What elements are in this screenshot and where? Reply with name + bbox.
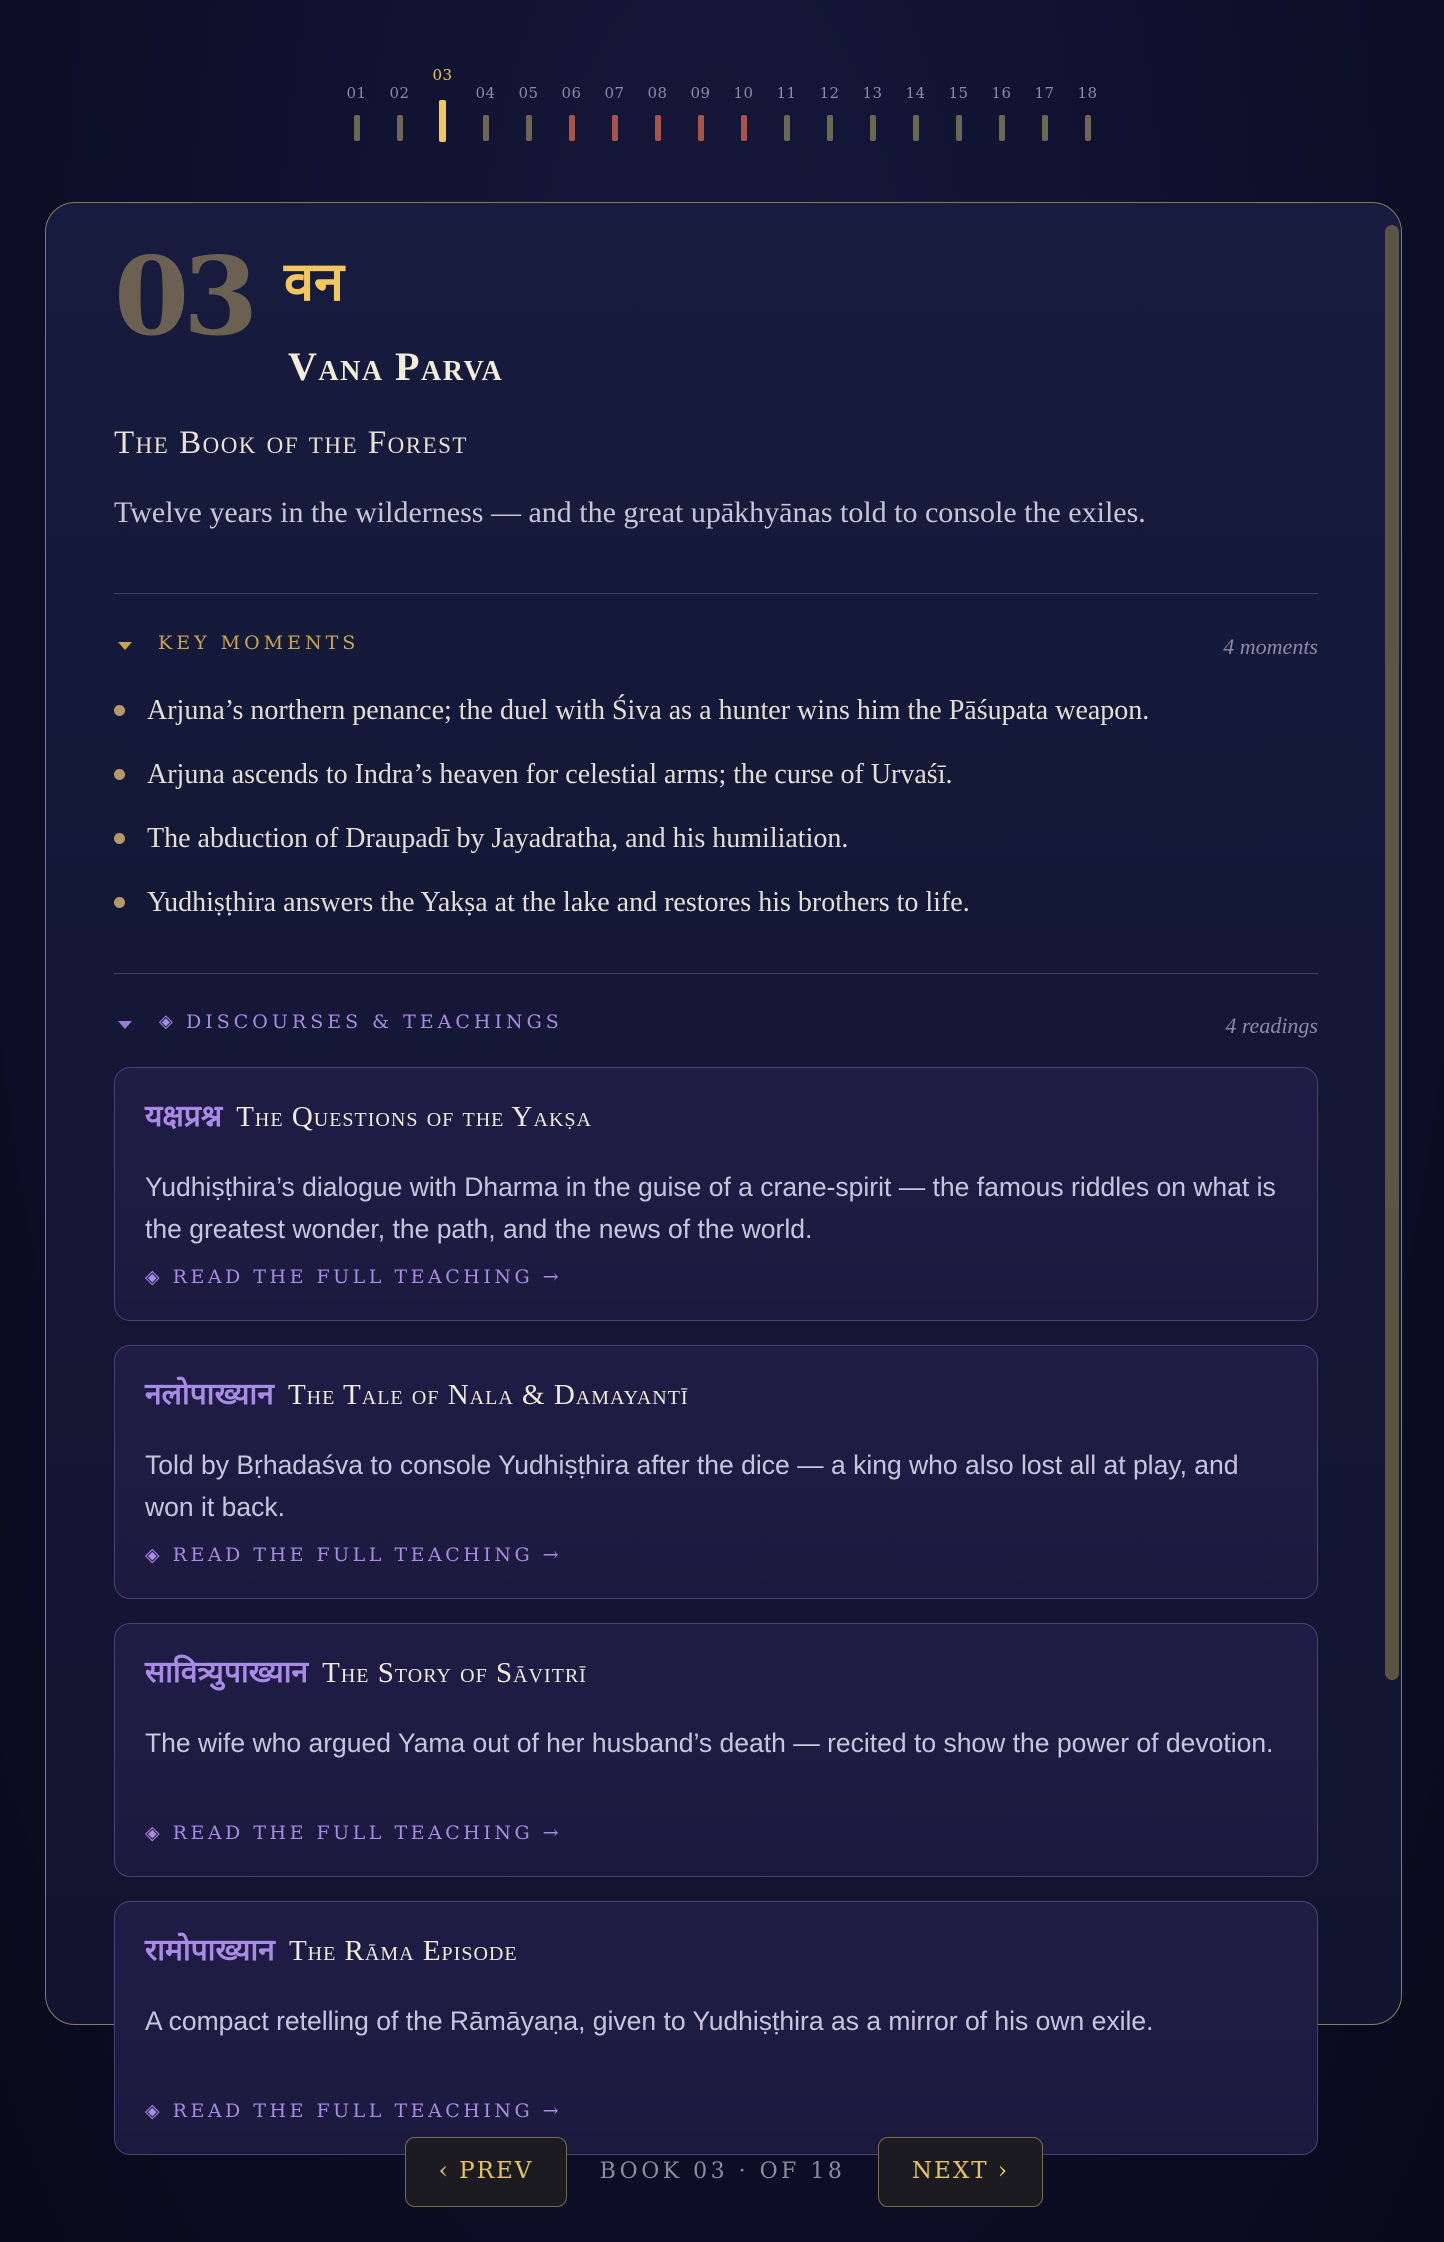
chevron-down-icon[interactable] xyxy=(118,1021,132,1029)
teaching-sanskrit: नलोपाख्यान xyxy=(145,1377,274,1412)
nav-book-tick[interactable] xyxy=(784,115,790,141)
nav-book-tick[interactable] xyxy=(526,115,532,141)
nav-book-tick[interactable] xyxy=(870,115,876,141)
nav-book-number: 18 xyxy=(1077,84,1098,102)
nav-book-number: 10 xyxy=(733,84,754,102)
moment-text: The abduction of Draupadī by Jayadratha, and his humiliation. xyxy=(147,823,849,854)
bullet-icon xyxy=(114,705,125,716)
teaching-title: The Questions of the Yakṣa xyxy=(236,1101,592,1133)
teaching-description: Yudhiṣṭhira’s dialogue with Dharma in the guise of a crane-spirit — the famous riddles on what is the greatest wonder, the path, and the news of the world. xyxy=(145,1172,1276,1244)
nav-book-tick[interactable] xyxy=(483,115,489,141)
nav-book-number: 02 xyxy=(389,84,410,102)
read-teaching-link[interactable]: ◈ READ THE FULL TEACHING → xyxy=(145,1266,563,1288)
teaching-sanskrit: रामोपाख्यान xyxy=(145,1933,275,1968)
nav-book-tick[interactable] xyxy=(655,115,661,141)
discourses-count: 4 readings xyxy=(1225,1013,1318,1038)
book-number: 03 xyxy=(114,234,253,360)
nav-book-number: 15 xyxy=(948,84,969,102)
nav-book-07[interactable] xyxy=(595,60,635,146)
nav-book-14[interactable] xyxy=(896,60,936,146)
read-teaching-link[interactable]: ◈ READ THE FULL TEACHING → xyxy=(145,1544,563,1566)
teaching-description: Told by Bṛhadaśva to console Yudhiṣṭhira after the dice — a king who also lost all at play, and won it back. xyxy=(145,1450,1239,1522)
nav-book-tick[interactable] xyxy=(741,115,747,141)
teaching-description: The wife who argued Yama out of her husband’s death — recited to show the power of devotion. xyxy=(145,1728,1274,1758)
nav-book-11[interactable] xyxy=(767,60,807,146)
key-moments-list xyxy=(114,681,1318,937)
book-position: BOOK 03 · OF 18 xyxy=(599,2159,846,2184)
nav-book-number: 13 xyxy=(862,84,883,102)
nav-book-tick[interactable] xyxy=(397,115,403,141)
list-item xyxy=(114,745,1318,809)
list-item xyxy=(114,809,1318,873)
discourses-label: DISCOURSES & TEACHINGS xyxy=(186,1011,563,1033)
scrollbar[interactable] xyxy=(1385,225,1399,1680)
moment-text: Arjuna’s northern penance; the duel with Śiva as a hunter wins him the Pāśupata weapon. xyxy=(147,695,1150,726)
diamond-icon: ◈ xyxy=(159,1011,173,1031)
nav-book-tick[interactable] xyxy=(354,115,360,141)
nav-book-tick[interactable] xyxy=(612,115,618,141)
nav-book-12[interactable] xyxy=(810,60,850,146)
list-item xyxy=(114,681,1318,745)
nav-book-tick[interactable] xyxy=(913,115,919,141)
key-moments-count: 4 moments xyxy=(1223,634,1318,659)
book-devanagari-title: वन xyxy=(284,250,344,313)
teaching-card[interactable] xyxy=(114,1623,1318,1877)
nav-book-01[interactable] xyxy=(337,60,377,146)
nav-book-02[interactable] xyxy=(380,60,420,146)
discourses-header[interactable] xyxy=(114,1011,1318,1041)
nav-book-18[interactable] xyxy=(1068,60,1108,146)
teaching-sanskrit: सावित्र्युपाख्यान xyxy=(145,1655,309,1690)
read-teaching-link[interactable]: ◈ READ THE FULL TEACHING → xyxy=(145,1822,563,1844)
book-subtitle: The Book of the Forest xyxy=(114,425,468,461)
divider xyxy=(114,973,1318,974)
nav-book-10[interactable] xyxy=(724,60,764,146)
nav-book-09[interactable] xyxy=(681,60,721,146)
moment-text: Yudhiṣṭhira answers the Yakṣa at the lake and restores his brothers to life. xyxy=(147,887,970,918)
read-teaching-link[interactable]: ◈ READ THE FULL TEACHING → xyxy=(145,2100,563,2122)
nav-book-tick[interactable] xyxy=(1085,115,1091,141)
nav-book-05[interactable] xyxy=(509,60,549,146)
key-moments-header[interactable] xyxy=(114,632,1318,662)
nav-book-number: 11 xyxy=(776,84,797,102)
next-button[interactable]: NEXT › xyxy=(878,2137,1043,2207)
nav-book-15[interactable] xyxy=(939,60,979,146)
teaching-description: A compact retelling of the Rāmāyaṇa, given to Yudhiṣṭhira as a mirror of his own exile. xyxy=(145,2006,1154,2036)
nav-book-number: 05 xyxy=(518,84,539,102)
teaching-card[interactable] xyxy=(114,1067,1318,1321)
nav-book-number: 03 xyxy=(432,66,453,84)
teaching-sanskrit: यक्षप्रश्न xyxy=(145,1099,223,1134)
nav-book-tick[interactable] xyxy=(1042,115,1048,141)
nav-book-number: 04 xyxy=(475,84,496,102)
divider xyxy=(114,593,1318,594)
nav-book-06[interactable] xyxy=(552,60,592,146)
teaching-card[interactable] xyxy=(114,1901,1318,2155)
nav-book-tick[interactable] xyxy=(999,115,1005,141)
nav-book-number: 06 xyxy=(561,84,582,102)
prev-button[interactable]: ‹ PREV xyxy=(405,2137,567,2207)
book-title: Vana Parva xyxy=(288,344,504,389)
nav-book-number: 08 xyxy=(647,84,668,102)
nav-book-number: 09 xyxy=(690,84,711,102)
nav-book-tick[interactable] xyxy=(698,115,704,141)
nav-book-03[interactable] xyxy=(423,60,463,146)
teaching-card[interactable] xyxy=(114,1345,1318,1599)
book-card xyxy=(45,202,1402,2122)
teaching-title: The Rāma Episode xyxy=(288,1935,518,1967)
nav-book-number: 01 xyxy=(346,84,367,102)
nav-book-number: 07 xyxy=(604,84,625,102)
nav-book-08[interactable] xyxy=(638,60,678,146)
bullet-icon xyxy=(114,833,125,844)
bullet-icon xyxy=(114,769,125,780)
nav-book-17[interactable] xyxy=(1025,60,1065,146)
pager xyxy=(0,2137,1444,2209)
nav-book-04[interactable] xyxy=(466,60,506,146)
nav-book-number: 16 xyxy=(991,84,1012,102)
teaching-title: The Tale of Nala & Damayantī xyxy=(287,1379,689,1411)
nav-book-tick[interactable] xyxy=(569,115,575,141)
book-navigator xyxy=(0,60,1444,146)
nav-book-tick[interactable] xyxy=(827,115,833,141)
bullet-icon xyxy=(114,897,125,908)
nav-book-tick[interactable] xyxy=(439,100,446,142)
nav-book-number: 14 xyxy=(905,84,926,102)
nav-book-number: 12 xyxy=(819,84,840,102)
nav-book-13[interactable] xyxy=(853,60,893,146)
book-summary: Twelve years in the wilderness — and the great upākhyānas told to console the exiles. xyxy=(114,496,1146,529)
chevron-down-icon[interactable] xyxy=(118,642,132,650)
key-moments-label: KEY MOMENTS xyxy=(158,632,360,654)
moment-text: Arjuna ascends to Indra’s heaven for celestial arms; the curse of Urvaśī. xyxy=(147,759,953,790)
nav-book-number: 17 xyxy=(1034,84,1055,102)
nav-book-16[interactable] xyxy=(982,60,1022,146)
list-item xyxy=(114,873,1318,937)
nav-book-tick[interactable] xyxy=(956,115,962,141)
teaching-title: The Story of Sāvitrī xyxy=(322,1657,587,1689)
